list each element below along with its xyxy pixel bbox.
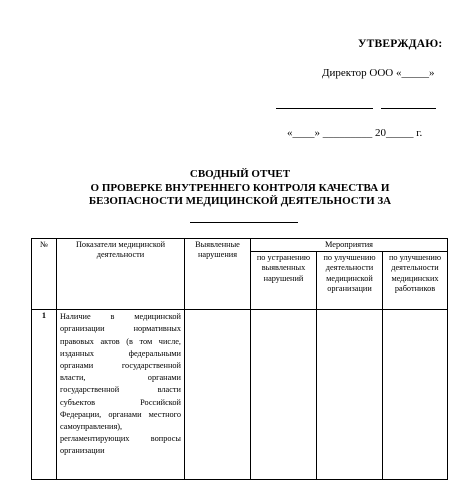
row-number: 1 (32, 310, 57, 480)
report-table (31, 238, 448, 480)
table-row (32, 310, 448, 480)
header-measure-fix: по устранению выявленных нарушений (251, 252, 317, 310)
name-line (381, 108, 436, 109)
title-line-3: БЕЗОПАСНОСТИ МЕДИЦИНСКОЙ ДЕЯТЕЛЬНОСТИ ЗА (88, 195, 392, 207)
header-measure-staff: по улучшению деятельности медицинских работников (383, 252, 448, 310)
document-title (40, 168, 440, 209)
title-line-2: О ПРОВЕРКЕ ВНУТРЕННЕГО КОНТРОЛЯ КАЧЕСТВА И (90, 181, 390, 194)
row-measure-fix-cell (251, 310, 317, 480)
row-measure-org-cell (317, 310, 383, 480)
header-measures: Мероприятия (251, 239, 448, 252)
header-num: № (32, 239, 57, 310)
row-violations-cell (185, 310, 251, 480)
header-violations: Выявленные нарушения (185, 239, 251, 310)
header-indicators: Показатели медицинской деятельности (57, 239, 185, 310)
approval-heading: УТВЕРЖДАЮ: (358, 38, 443, 50)
row-indicator-text: Наличие в медицинской организации нормативных правовых актов (в том числе, изданных федеральными органами государственной власти, органами государственной власти субъектов Российской Федерации, органами местного самоуправления), регламентирующих вопросы организации (57, 310, 185, 480)
director-line: Директор ООО «_____» (322, 67, 435, 79)
header-measure-org: по улучшению деятельности медицинской организации (317, 252, 383, 310)
title-line-1: СВОДНЫЙ ОТЧЕТ (189, 168, 291, 180)
row-measure-staff-cell (383, 310, 448, 480)
approval-date-line: «____» _________ 20_____ г. (287, 127, 423, 139)
signature-line (276, 108, 373, 109)
period-blank-line (190, 222, 298, 223)
